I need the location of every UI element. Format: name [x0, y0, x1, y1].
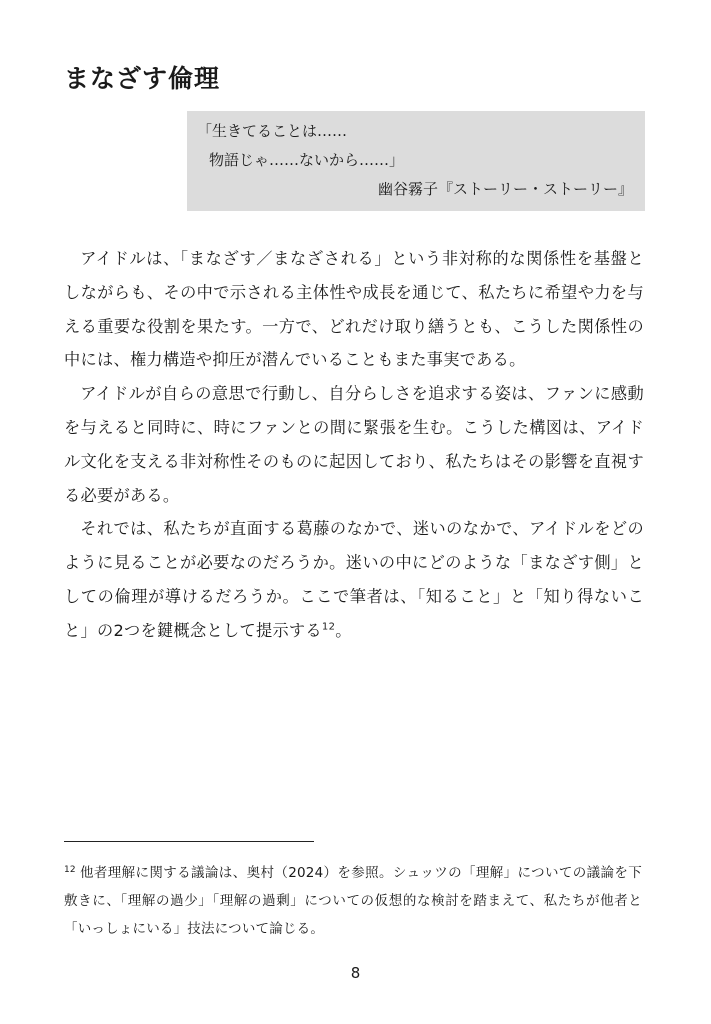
- epigraph-box: [187, 111, 645, 211]
- footnote-number: 12: [64, 864, 76, 875]
- paragraph-2: [64, 377, 644, 512]
- body-text: [64, 242, 644, 648]
- paragraph-1-text: アイドルは、「まなざす／まなざされる」という非対称的な関係性を基盤としながらも、その中で示される主体性や成長を通じて、私たちに希望や力を与える重要な役割を果たす。一方で、どれだけ取り繕うとも、こうした関係性の中には、権力構造や抑圧が潜んでいることもまた事実である。: [64, 249, 644, 370]
- paragraph-1: [64, 242, 644, 377]
- page-number: 8: [350, 964, 361, 982]
- footnote-reference[interactable]: 12: [321, 621, 336, 633]
- paragraph-3-text: それでは、私たちが直面する葛藤のなかで、迷いのなかで、アイドルをどのように見ることが必要なのだろうか。迷いの中にどのような「まなざす側」としての倫理が導けるだろうか。ここで筆者は、「知ること」と「知り得ないこと」の2つを鍵概念として提示する: [64, 519, 644, 640]
- paragraph-2-text: アイドルが自らの意思で行動し、自分らしさを追求する姿は、ファンに感動を与えると同時に、時にファンとの間に緊張を生む。こうした構図は、アイドル文化を支える非対称性そのものに起因しており、私たちはその影響を直視する必要がある。: [64, 384, 644, 505]
- epigraph-line-1: 「生きてることは……: [197, 122, 348, 140]
- epigraph-line-2: 物語じゃ……ないから……」: [209, 151, 405, 169]
- footnote-text: 他者理解に関する議論は、奥村（2024）を参照。シュッツの「理解」についての議論を下敷きに、「理解の過少」「理解の過剰」についての仮想的な検討を踏まえて、私たちが他者と「いっしょにいる」技法について論じる。: [64, 865, 642, 937]
- paragraph-3: [64, 512, 644, 647]
- footnote-divider: [64, 841, 314, 842]
- paragraph-3-tail: 。: [335, 620, 352, 640]
- footnote: [64, 859, 642, 943]
- section-title: まなざす倫理: [64, 64, 221, 93]
- epigraph-attribution: 幽谷霧子『ストーリー・ストーリー』: [377, 180, 633, 198]
